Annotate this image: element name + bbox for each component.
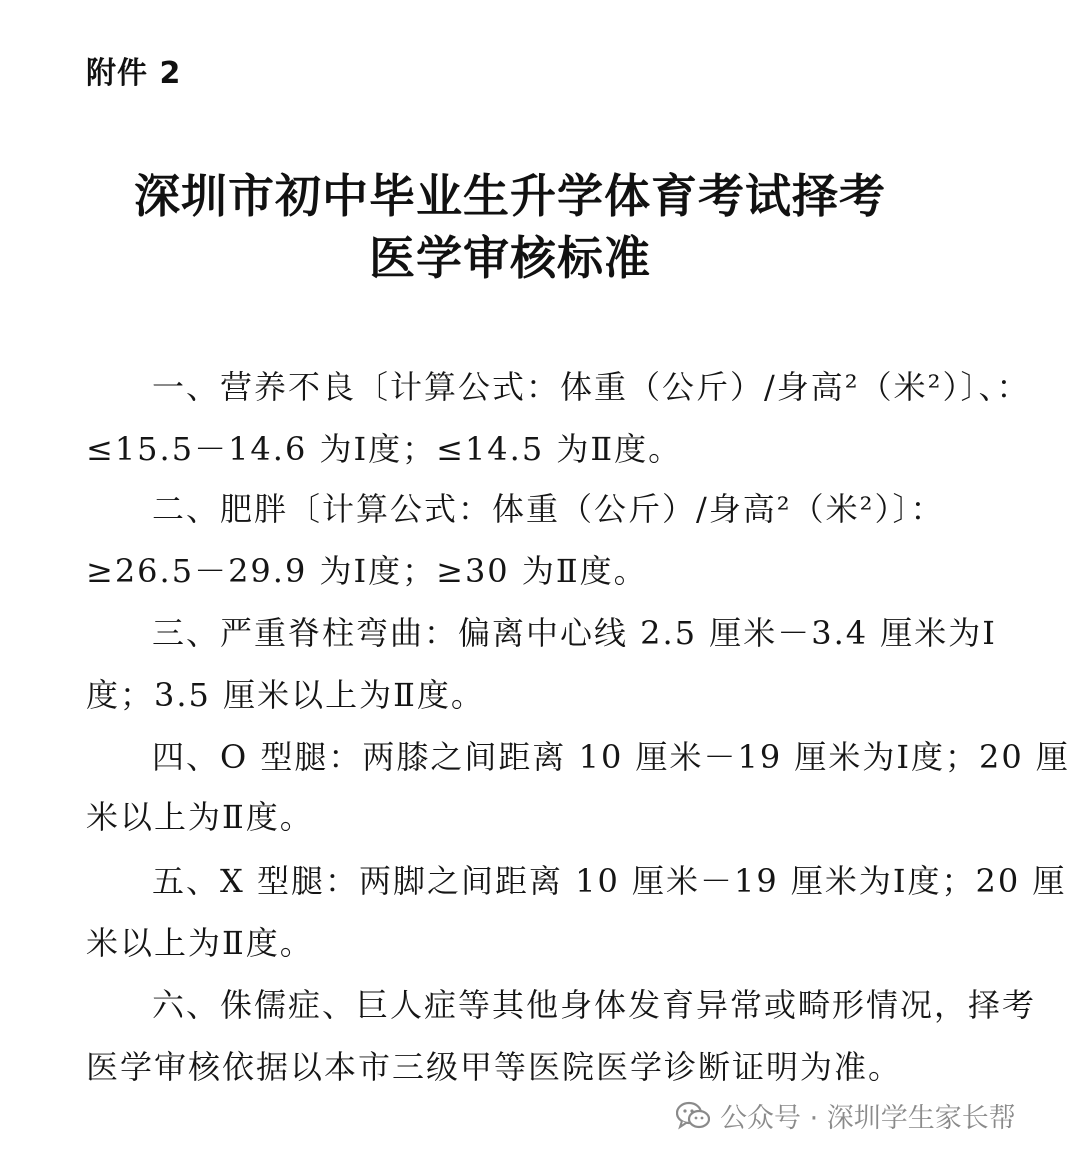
paragraph-5-line-1: 五、X 型腿：两脚之间距离 10 厘米－19 厘米为Ⅰ度；20 厘 — [152, 862, 1067, 900]
attachment-label: 附件 2 — [86, 56, 182, 91]
paragraph-4-line-1: 四、O 型腿：两膝之间距离 10 厘米－19 厘米为Ⅰ度；20 厘 — [152, 738, 1070, 776]
document-title-line-2: 医学审核标准 — [369, 231, 651, 285]
wechat-icon — [676, 1101, 710, 1131]
paragraph-6-line-1: 六、侏儒症、巨人症等其他身体发育异常或畸形情况，择考 — [152, 986, 1037, 1024]
paragraph-2-line-2: ≥26.5－29.9 为Ⅰ度；≥30 为Ⅱ度。 — [86, 552, 648, 590]
paragraph-5-line-2: 米以上为Ⅱ度。 — [86, 924, 314, 962]
document-title-line-1: 深圳市初中毕业生升学体育考试择考 — [134, 169, 886, 223]
paragraph-3-line-1: 三、严重脊柱弯曲：偏离中心线 2.5 厘米－3.4 厘米为Ⅰ — [152, 614, 997, 652]
paragraph-4-line-2: 米以上为Ⅱ度。 — [86, 798, 314, 836]
paragraph-6-line-2: 医学审核依据以本市三级甲等医院医学诊断证明为准。 — [86, 1048, 903, 1086]
paragraph-2-line-1: 二、肥胖〔计算公式：体重（公斤）/身高²（米²）〕： — [152, 490, 945, 528]
paragraph-1-line-2: ≤15.5－14.6 为Ⅰ度；≤14.5 为Ⅱ度。 — [86, 430, 683, 468]
paragraph-3-line-2: 度；3.5 厘米以上为Ⅱ度。 — [86, 676, 485, 714]
paragraph-1-line-1: 一、营养不良〔计算公式：体重（公斤）/身高²（米²）〕、： — [152, 368, 1031, 406]
watermark-text: 公众号 · 深圳学生家长帮 — [720, 1103, 1016, 1134]
watermark — [676, 1096, 1016, 1135]
